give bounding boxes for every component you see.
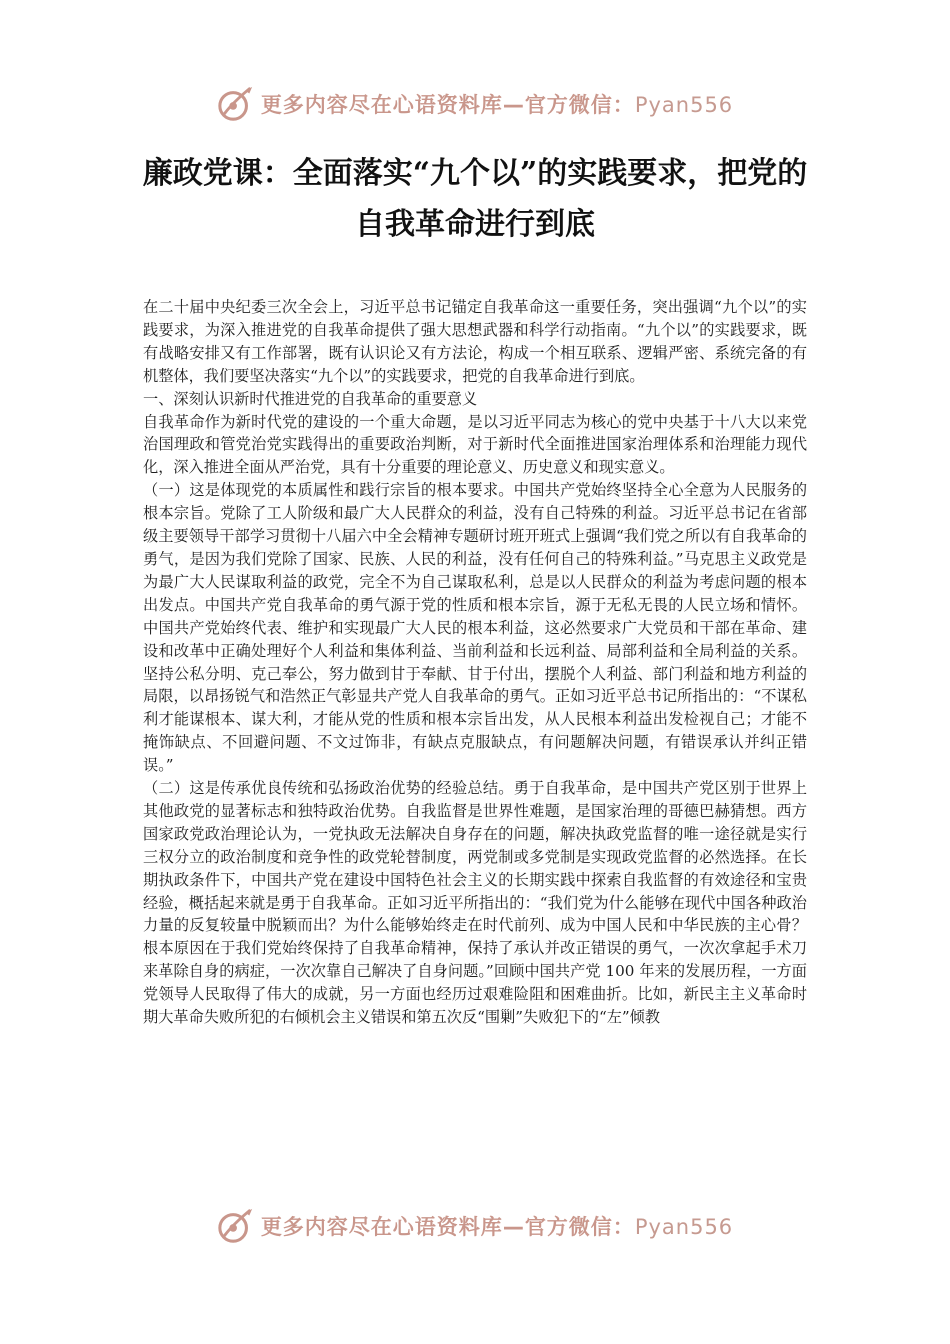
document-title [120, 148, 830, 250]
watermark-separator: — [502, 93, 525, 117]
pen-logo-icon [217, 1207, 255, 1245]
watermark-contact-id: Pyan556 [634, 1215, 734, 1239]
watermark-text [261, 1211, 733, 1241]
watermark-separator: — [502, 1215, 525, 1239]
article-body [143, 296, 807, 1029]
title-line-2: 自我革命进行到底 [355, 207, 595, 242]
section-heading-1: 一、深刻认识新时代推进党的自我革命的重要意义 [143, 389, 478, 408]
watermark-contact-label: 官方微信： [524, 1215, 635, 1239]
watermark-contact-label: 官方微信： [524, 93, 635, 117]
pen-logo-icon [217, 85, 255, 123]
paragraph-point-2: （二）这是传承优良传统和弘扬政治优势的经验总结。勇于自我革命，是中国共产党区别于世界上其他政党的显著标志和独特政治优势。自我监督是世界性难题，是国家治理的哥德巴赫猜想。西方国家政党政治理论认为，一党执政无法解决自身存在的问题，解决执政党监督的唯一途径就是实行三权分立的政治制度和竞争性的政党轮替制度，两党制或多党制是实现政党监督的必然选择。在长期执政条件下，中国共产党在建设中国特色社会主义的长期实践中探索自我监督的有效途径和宝贵经验，概括起来就是勇于自我革命。正如习近平所指出的：“我们党为什么能够在现代中国各种政治力量的反复较量中脱颖而出？为什么能够始终走在时代前列、成为中国人民和中华民族的主心骨？根本原因在于我们党始终保持了自我革命精神，保持了承认并改正错误的勇气，一次次拿起手术刀来革除自身的病症，一次次靠自己解决了自身问题。”回顾中国共产党 100 年来的发展历程，一方面党领导人民取得了伟大的成就，另一方面也经历过艰难险阻和困难曲折。比如，新民主主义革命时期大革命失败所犯的右倾机会主义错误和第五次反“围剿”失败犯下的“左”倾教 [143, 779, 807, 1027]
watermark-text [261, 89, 733, 119]
paragraph-intro: 在二十届中央纪委三次全会上，习近平总书记锚定自我革命这一重要任务，突出强调“九个以”的实践要求，为深入推进党的自我革命提供了强大思想武器和科学行动指南。“九个以”的实践要求，既有战略安排又有工作部署，既有认识论又有方法论，构成一个相互联系、逻辑严密、系统完备的有机整体，我们要坚决落实“九个以”的实践要求，把党的自我革命进行到底。 [143, 298, 807, 385]
paragraph-significance: 自我革命作为新时代党的建设的一个重大命题，是以习近平同志为核心的党中央基于十八大以来党治国理政和管党治党实践得出的重要政治判断，对于新时代全面推进国家治理体系和治理能力现代化，深入推进全面从严治党，具有十分重要的理论意义、历史意义和现实意义。 [143, 412, 807, 477]
watermark-banner-top [0, 84, 950, 124]
title-line-1: 廉政党课：全面落实“九个以”的实践要求，把党的 [142, 156, 808, 191]
watermark-banner-bottom [0, 1206, 950, 1246]
watermark-site-text: 更多内容尽在心语资料库 [260, 1215, 503, 1239]
watermark-contact-id: Pyan556 [634, 93, 734, 117]
paragraph-point-1: （一）这是体现党的本质属性和践行宗旨的根本要求。中国共产党始终坚持全心全意为人民服务的根本宗旨。党除了工人阶级和最广大人民群众的利益，没有自己特殊的利益。习近平总书记在省部级主要领导干部学习贯彻十八届六中全会精神专题研讨班开班式上强调“我们党之所以有自我革命的勇气，是因为我们党除了国家、民族、人民的利益，没有任何自己的特殊利益。”马克思主义政党是为最广大人民谋取利益的政党，完全不为自己谋取私利，总是以人民群众的利益为考虑问题的根本出发点。中国共产党自我革命的勇气源于党的性质和根本宗旨，源于无私无畏的人民立场和情怀。中国共产党始终代表、维护和实现最广大人民的根本利益，这必然要求广大党员和干部在革命、建设和改革中正确处理好个人利益和集体利益、当前利益和长远利益、局部利益和全局利益的关系。坚持公私分明、克己奉公，努力做到甘于奉献、甘于付出，摆脱个人利益、部门利益和地方利益的局限，以昂扬锐气和浩然正气彰显共产党人自我革命的勇气。正如习近平总书记所指出的：“不谋私利才能谋根本、谋大利，才能从党的性质和根本宗旨出发，从人民根本利益出发检视自己；才能不掩饰缺点、不回避问题、不文过饰非，有缺点克服缺点，有问题解决问题，有错误承认并纠正错误。” [143, 481, 807, 775]
watermark-site-text: 更多内容尽在心语资料库 [260, 93, 503, 117]
